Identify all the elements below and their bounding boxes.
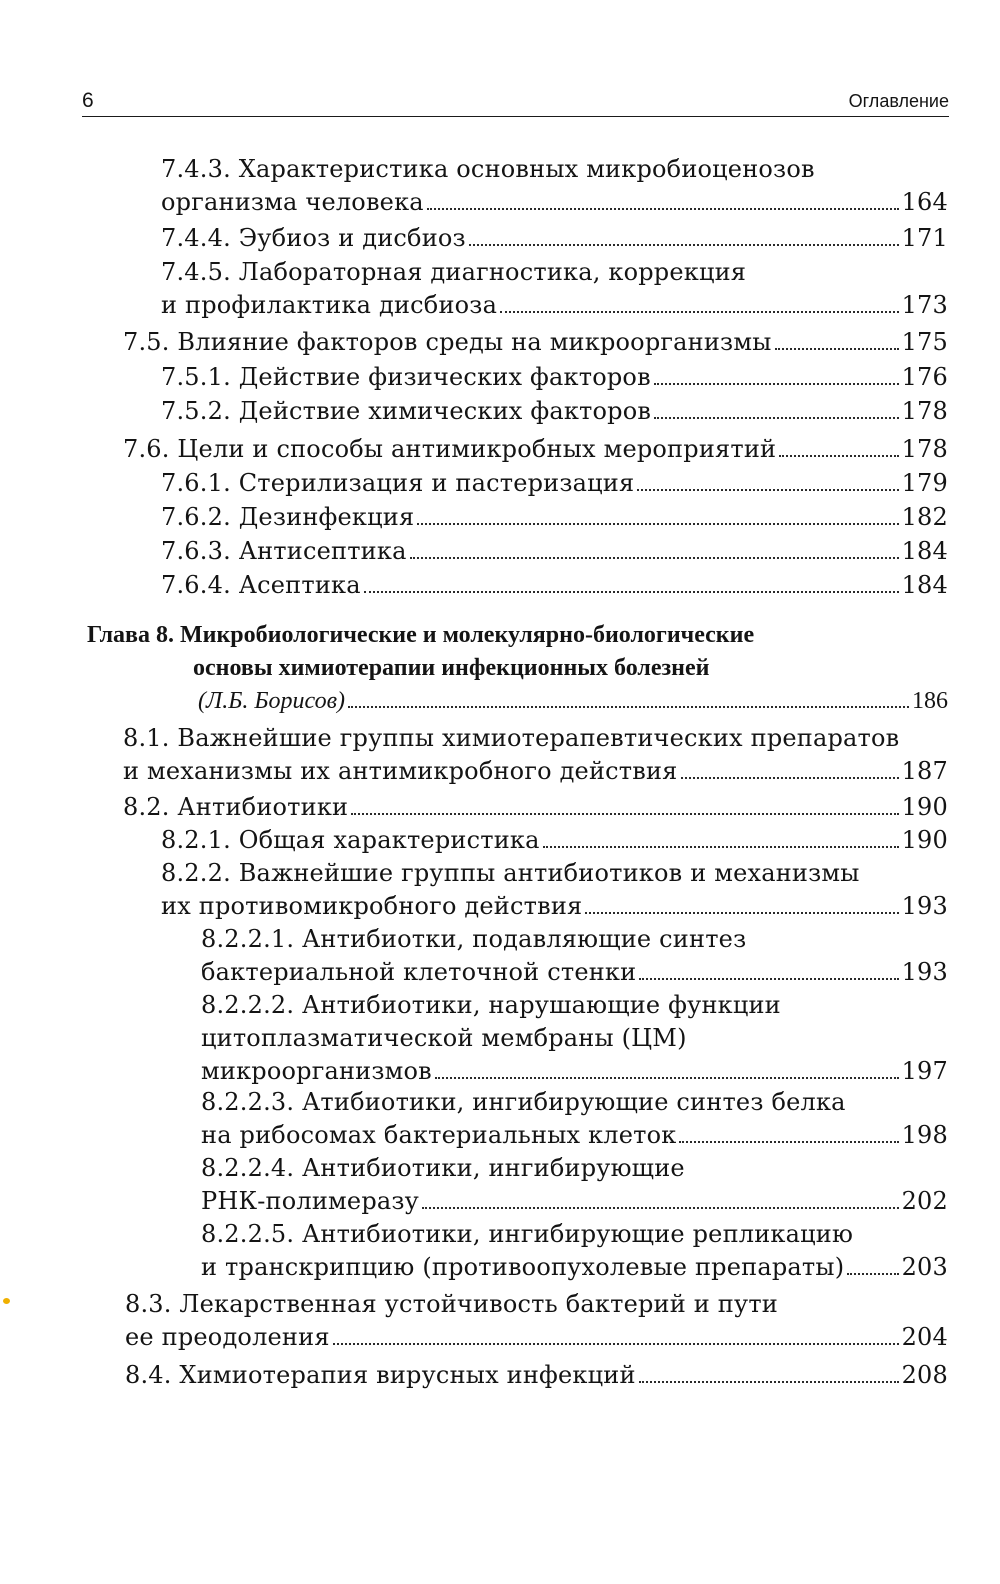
dot-leader bbox=[775, 348, 899, 350]
toc-entry-title: на рибосомах бактериальных клеток bbox=[201, 1121, 677, 1149]
toc-page-number: 178 bbox=[901, 397, 948, 425]
dot-leader bbox=[351, 813, 898, 815]
toc-entry-leader-line bbox=[198, 684, 948, 718]
dot-leader bbox=[585, 912, 898, 914]
toc-entry-title-line: 8.1. Важнейшие группы химиотерапевтических препаратов bbox=[123, 724, 900, 752]
toc-page-number: 179 bbox=[901, 469, 948, 497]
toc-page-number: 197 bbox=[901, 1057, 948, 1085]
toc-page-number: 176 bbox=[901, 363, 948, 391]
toc-entry[interactable] bbox=[0, 325, 948, 360]
dot-leader bbox=[422, 1207, 899, 1209]
dot-leader bbox=[435, 1077, 899, 1079]
toc-entry-title-line: основы химиотерапии инфекционных болезней bbox=[193, 655, 710, 681]
toc-page-number: 187 bbox=[901, 757, 948, 785]
toc-page-number: 184 bbox=[901, 537, 948, 565]
toc-page-number: 190 bbox=[901, 793, 948, 821]
toc-entry-leader-line bbox=[161, 185, 948, 219]
dot-leader bbox=[639, 978, 898, 980]
toc-page-number: 182 bbox=[901, 503, 948, 531]
toc-entry-title: 8.4. Химиотерапия вирусных инфекций bbox=[125, 1361, 636, 1389]
page-header bbox=[82, 86, 949, 117]
toc-page-number: 171 bbox=[901, 224, 948, 252]
toc-entry[interactable] bbox=[0, 466, 948, 501]
toc-entry-title: 7.6.2. Дезинфекция bbox=[161, 503, 415, 531]
toc-entry-title-line: 8.3. Лекарственная устойчивость бактерий и пути bbox=[125, 1290, 778, 1318]
dot-leader bbox=[654, 417, 898, 419]
toc-entry-leader-line bbox=[201, 1184, 948, 1218]
toc-entry-title: и профилактика дисбиоза bbox=[161, 291, 498, 319]
toc-entry[interactable] bbox=[0, 534, 948, 569]
toc-page-number: 184 bbox=[901, 571, 948, 599]
dot-leader bbox=[639, 1381, 899, 1383]
toc-entry-leader-line bbox=[161, 534, 948, 568]
toc-page-number: 198 bbox=[901, 1121, 948, 1149]
toc-entry-title-line: 7.4.3. Характеристика основных микробиоценозов bbox=[161, 155, 815, 183]
toc-entry-title-line: 8.2.2.4. Антибиотики, ингибирующие bbox=[201, 1154, 685, 1182]
toc-entry[interactable] bbox=[0, 432, 948, 467]
dot-leader bbox=[681, 777, 899, 779]
dot-leader bbox=[654, 383, 899, 385]
toc-page-number: 175 bbox=[901, 328, 948, 356]
toc-entry-title-line: 8.2.2.5. Антибиотики, ингибирующие репликацию bbox=[201, 1220, 854, 1248]
toc-entry[interactable] bbox=[0, 1151, 948, 1219]
toc-entry[interactable] bbox=[0, 790, 948, 825]
toc-entry-title: (Л.Б. Борисов) bbox=[198, 688, 346, 714]
toc-entry[interactable] bbox=[0, 255, 948, 323]
toc-entry-title: 7.5. Влияние факторов среды на микроорганизмы bbox=[123, 328, 772, 356]
toc-entry[interactable] bbox=[0, 152, 948, 220]
dot-leader bbox=[847, 1273, 898, 1275]
toc-entry-leader-line bbox=[123, 790, 948, 824]
toc-entry-title: микроорганизмов bbox=[201, 1057, 432, 1085]
toc-entry-title-line: Глава 8. Микробиологические и молекулярно-биологические bbox=[87, 622, 755, 648]
toc-entry-leader-line bbox=[161, 466, 948, 500]
toc-entry-title: организма человека bbox=[161, 188, 424, 216]
dot-leader bbox=[348, 706, 909, 708]
toc-entry-leader-line bbox=[161, 889, 948, 923]
toc-entry-title: 7.5.2. Действие химических факторов bbox=[161, 397, 652, 425]
toc-entry-title: 7.6. Цели и способы антимикробных мероприятий bbox=[123, 435, 777, 463]
dot-leader bbox=[779, 455, 898, 457]
toc-entry-title: 7.6.4. Асептика bbox=[161, 571, 361, 599]
toc-page-number: 208 bbox=[901, 1361, 948, 1389]
toc-entry-leader-line bbox=[161, 360, 948, 394]
dot-leader bbox=[637, 489, 898, 491]
toc-page-number: 193 bbox=[901, 892, 948, 920]
toc-entry-leader-line bbox=[161, 288, 948, 322]
toc-entry[interactable] bbox=[0, 721, 948, 789]
toc-entry-leader-line bbox=[123, 432, 948, 466]
dot-leader bbox=[500, 311, 898, 313]
toc-entry[interactable] bbox=[0, 1217, 948, 1285]
toc-entry[interactable] bbox=[0, 568, 948, 603]
toc-entry[interactable] bbox=[0, 823, 948, 858]
toc-page-number: 164 bbox=[901, 188, 948, 216]
toc-entry-title-line: 7.4.5. Лабораторная диагностика, коррекция bbox=[161, 258, 747, 286]
dot-leader bbox=[469, 244, 899, 246]
toc-entry-title: РНК-полимеразу bbox=[201, 1187, 420, 1215]
toc-entry[interactable] bbox=[0, 856, 948, 924]
toc-entry-leader-line bbox=[201, 1250, 948, 1284]
toc-entry-title: 7.5.1. Действие физических факторов bbox=[161, 363, 651, 391]
toc-entry[interactable] bbox=[0, 394, 948, 429]
toc-entry-title-line: 8.2.2.1. Антибиотки, подавляющие синтез bbox=[201, 925, 747, 953]
toc-entry-leader-line bbox=[201, 1118, 948, 1152]
dot-leader bbox=[364, 591, 899, 593]
dot-leader bbox=[417, 523, 898, 525]
toc-entry-leader-line bbox=[201, 955, 948, 989]
toc-entry-title: их противомикробного действия bbox=[161, 892, 583, 920]
toc-entry-leader-line bbox=[161, 500, 948, 534]
toc-entry-leader-line bbox=[161, 221, 948, 255]
toc-entry-title: 7.6.3. Антисептика bbox=[161, 537, 407, 565]
toc-page-number: 193 bbox=[901, 958, 948, 986]
toc-page-number: 202 bbox=[901, 1187, 948, 1215]
toc-entry-title-line: 8.2.2. Важнейшие группы антибиотиков и механизмы bbox=[161, 859, 860, 887]
dot-leader bbox=[543, 846, 899, 848]
toc-entry-title-line: 8.2.2.3. Атибиотики, ингибирующие синтез белка bbox=[201, 1088, 846, 1116]
toc-entry-leader-line bbox=[161, 568, 948, 602]
toc-entry-title: 8.2.1. Общая характеристика bbox=[161, 826, 540, 854]
toc-entry-leader-line bbox=[201, 1054, 948, 1088]
dot-leader bbox=[679, 1141, 898, 1143]
toc-page-number: 203 bbox=[901, 1253, 948, 1281]
toc-entry[interactable] bbox=[0, 618, 948, 719]
toc-entry[interactable] bbox=[0, 500, 948, 535]
yellow-speck-mark bbox=[3, 1298, 10, 1304]
toc-page-number: 190 bbox=[901, 826, 948, 854]
toc-entry-title: 8.2. Антибиотики bbox=[123, 793, 349, 821]
toc-entry-title: 7.4.4. Эубиоз и дисбиоз bbox=[161, 224, 466, 252]
toc-entry-leader-line bbox=[123, 325, 948, 359]
toc-entry[interactable] bbox=[0, 221, 948, 256]
dot-leader bbox=[427, 208, 899, 210]
dot-leader bbox=[333, 1343, 899, 1345]
dot-leader bbox=[410, 557, 899, 559]
toc-entry[interactable] bbox=[0, 360, 948, 395]
toc-entry-title: 7.6.1. Стерилизация и пастеризация bbox=[161, 469, 635, 497]
toc-entry[interactable] bbox=[0, 988, 948, 1089]
toc-page-number: 186 bbox=[912, 688, 948, 714]
toc-entry-title: и транскрипцию (противоопухолевые препараты) bbox=[201, 1253, 845, 1281]
toc-entry[interactable] bbox=[0, 1358, 948, 1393]
toc-entry-title: и механизмы их антимикробного действия bbox=[123, 757, 678, 785]
toc-page-number: 173 bbox=[901, 291, 948, 319]
toc-entry-leader-line bbox=[123, 754, 948, 788]
toc-entry-leader-line bbox=[125, 1358, 948, 1392]
toc-entry-title: ее преодоления bbox=[125, 1323, 330, 1351]
page-number: 6 bbox=[82, 89, 94, 112]
toc-page-number: 178 bbox=[901, 435, 948, 463]
toc-entry-title-line: 8.2.2.2. Антибиотики, нарушающие функции bbox=[201, 991, 781, 1019]
toc-entry-title: бактериальной клеточной стенки bbox=[201, 958, 637, 986]
toc-entry-title-line: цитоплазматической мембраны (ЦМ) bbox=[201, 1024, 687, 1052]
toc-entry-leader-line bbox=[161, 394, 948, 428]
toc-entry-leader-line bbox=[125, 1320, 948, 1354]
toc-entry[interactable] bbox=[0, 1085, 948, 1153]
toc-entry[interactable] bbox=[0, 1287, 948, 1355]
toc-page-number: 204 bbox=[901, 1323, 948, 1351]
running-title: Оглавление bbox=[848, 91, 949, 111]
toc-entry-leader-line bbox=[161, 823, 948, 857]
toc-entry[interactable] bbox=[0, 922, 948, 990]
